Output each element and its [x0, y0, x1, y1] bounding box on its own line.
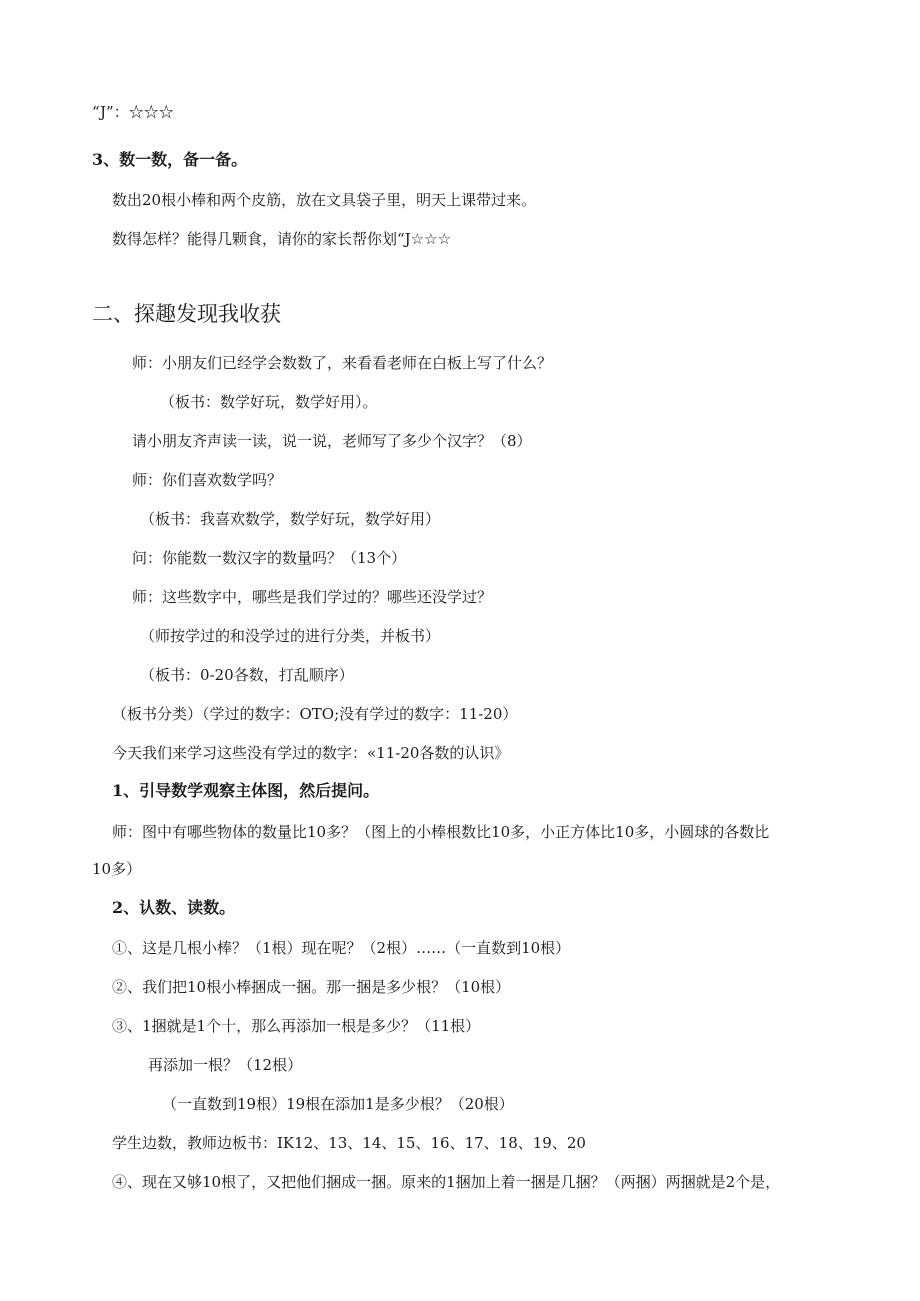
section-heading: 二、探趣发现我收获 — [92, 302, 281, 326]
paragraph: 师：你们喜欢数学吗？ — [132, 471, 283, 489]
paragraph: （一直数到19根）19根在添加1是多少根？（20根） — [162, 1095, 514, 1113]
paragraph: 师：图中有哪些物体的数量比10多？（图上的小棒根数比10多，小正方体比10多，小圆球的各数比 — [112, 823, 770, 841]
paragraph-continuation: 10多） — [92, 860, 142, 878]
list-item: ③、1捆就是1个十，那么再添加一根是多少？（11根） — [112, 1017, 481, 1035]
paragraph: （板书：数学好玩，数学好用）。 — [160, 393, 378, 411]
paragraph: 数出20根小棒和两个皮筋，放在文具袋子里，明天上课带过来。 — [112, 191, 537, 209]
list-item: ②、我们把10根小棒捆成一捆。那一捆是多少根？（10根） — [112, 978, 511, 996]
paragraph: 师：小朋友们已经学会数数了，来看看老师在白板上写了什么？ — [132, 354, 553, 372]
paragraph: 今天我们来学习这些没有学过的数字：«11-20各数的认识》 — [112, 744, 510, 762]
paragraph: 请小朋友齐声读一读，说一说，老师写了多少个汉字？（8） — [132, 432, 532, 450]
paragraph: 学生边数，教师边板书：IK12、13、14、15、16、17、18、19、20 — [112, 1134, 586, 1152]
list-item: ①、这是几根小棒？（1根）现在呢？（2根）……（一直数到10根） — [112, 939, 571, 957]
paragraph: （板书：我喜欢数学，数学好玩，数学好用） — [140, 510, 441, 528]
paragraph: 问：你能数一数汉字的数量吗？（13个） — [132, 549, 407, 567]
section-3-title: 3、数一数，备一备。 — [92, 150, 248, 169]
paragraph: 数得怎样？能得几颗食，请你的家长帮你划“J☆☆☆ — [112, 230, 452, 248]
paragraph: （师按学过的和没学过的进行分类，并板书） — [140, 627, 441, 645]
list-item: ④、现在又够10根了，又把他们捆成一捆。原来的1捆加上着一捆是几捆？（两捆）两捆就是2个是， — [112, 1173, 781, 1191]
paragraph: （板书：0-20各数，打乱顺序） — [140, 666, 354, 684]
paragraph: 师：这些数字中，哪些是我们学过的？哪些还没学过？ — [132, 588, 493, 606]
paragraph: 再添加一根？（12根） — [148, 1056, 303, 1074]
subsection-1-title: 1、引导数学观察主体图，然后提问。 — [112, 781, 380, 800]
star-rating-line: “J”：☆☆☆ — [92, 103, 174, 121]
paragraph: （板书分类）（学过的数字：OTO;没有学过的数字：11-20） — [112, 705, 518, 723]
subsection-2-title: 2、认数、读数。 — [112, 898, 236, 917]
